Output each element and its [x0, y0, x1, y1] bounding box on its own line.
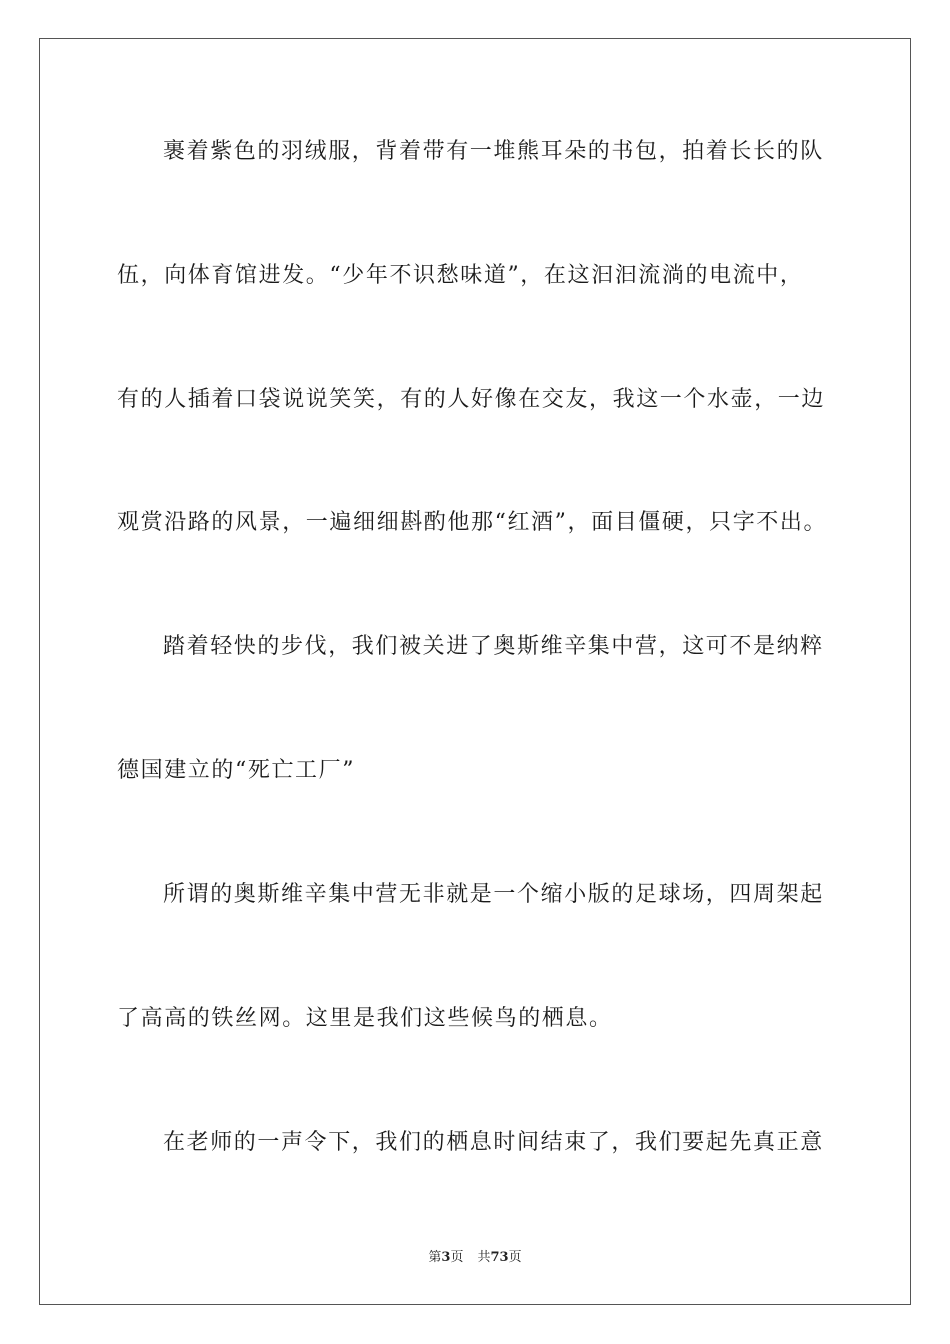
text-line-8: 了高高的铁丝网。这里是我们这些候鸟的栖息。	[117, 1006, 613, 1031]
page-prefix: 第	[428, 1250, 442, 1265]
page-border	[39, 38, 911, 1305]
page-number: 3	[441, 1250, 451, 1265]
text-line-9: 在老师的一声令下，我们的栖息时间结束了，我们要起先真正意	[163, 1130, 824, 1155]
text-line-1: 裹着紫色的羽绒服，背着带有一堆熊耳朵的书包，拍着长长的队	[163, 139, 824, 164]
text-line-7: 所谓的奥斯维辛集中营无非就是一个缩小版的足球场，四周架起	[163, 882, 824, 907]
total-prefix: 共	[477, 1250, 491, 1265]
text-line-2: 伍，向体育馆进发。“少年不识愁味道”，在这汩汩流淌的电流中，	[117, 263, 804, 288]
total-pages: 73	[490, 1250, 509, 1265]
text-line-6: 德国建立的“死亡工厂”	[117, 758, 356, 783]
page-suffix: 页	[450, 1250, 464, 1265]
total-suffix: 页	[508, 1250, 522, 1265]
page-footer	[0, 1246, 950, 1265]
text-line-3: 有的人插着口袋说说笑笑，有的人好像在交友，我这一个水壶，一边	[117, 387, 826, 412]
text-line-4: 观赏沿路的风景，一遍细细斟酌他那“红酒”，面目僵硬，只字不出。	[117, 510, 828, 535]
text-line-5: 踏着轻快的步伐，我们被关进了奥斯维辛集中营，这可不是纳粹	[163, 634, 824, 659]
